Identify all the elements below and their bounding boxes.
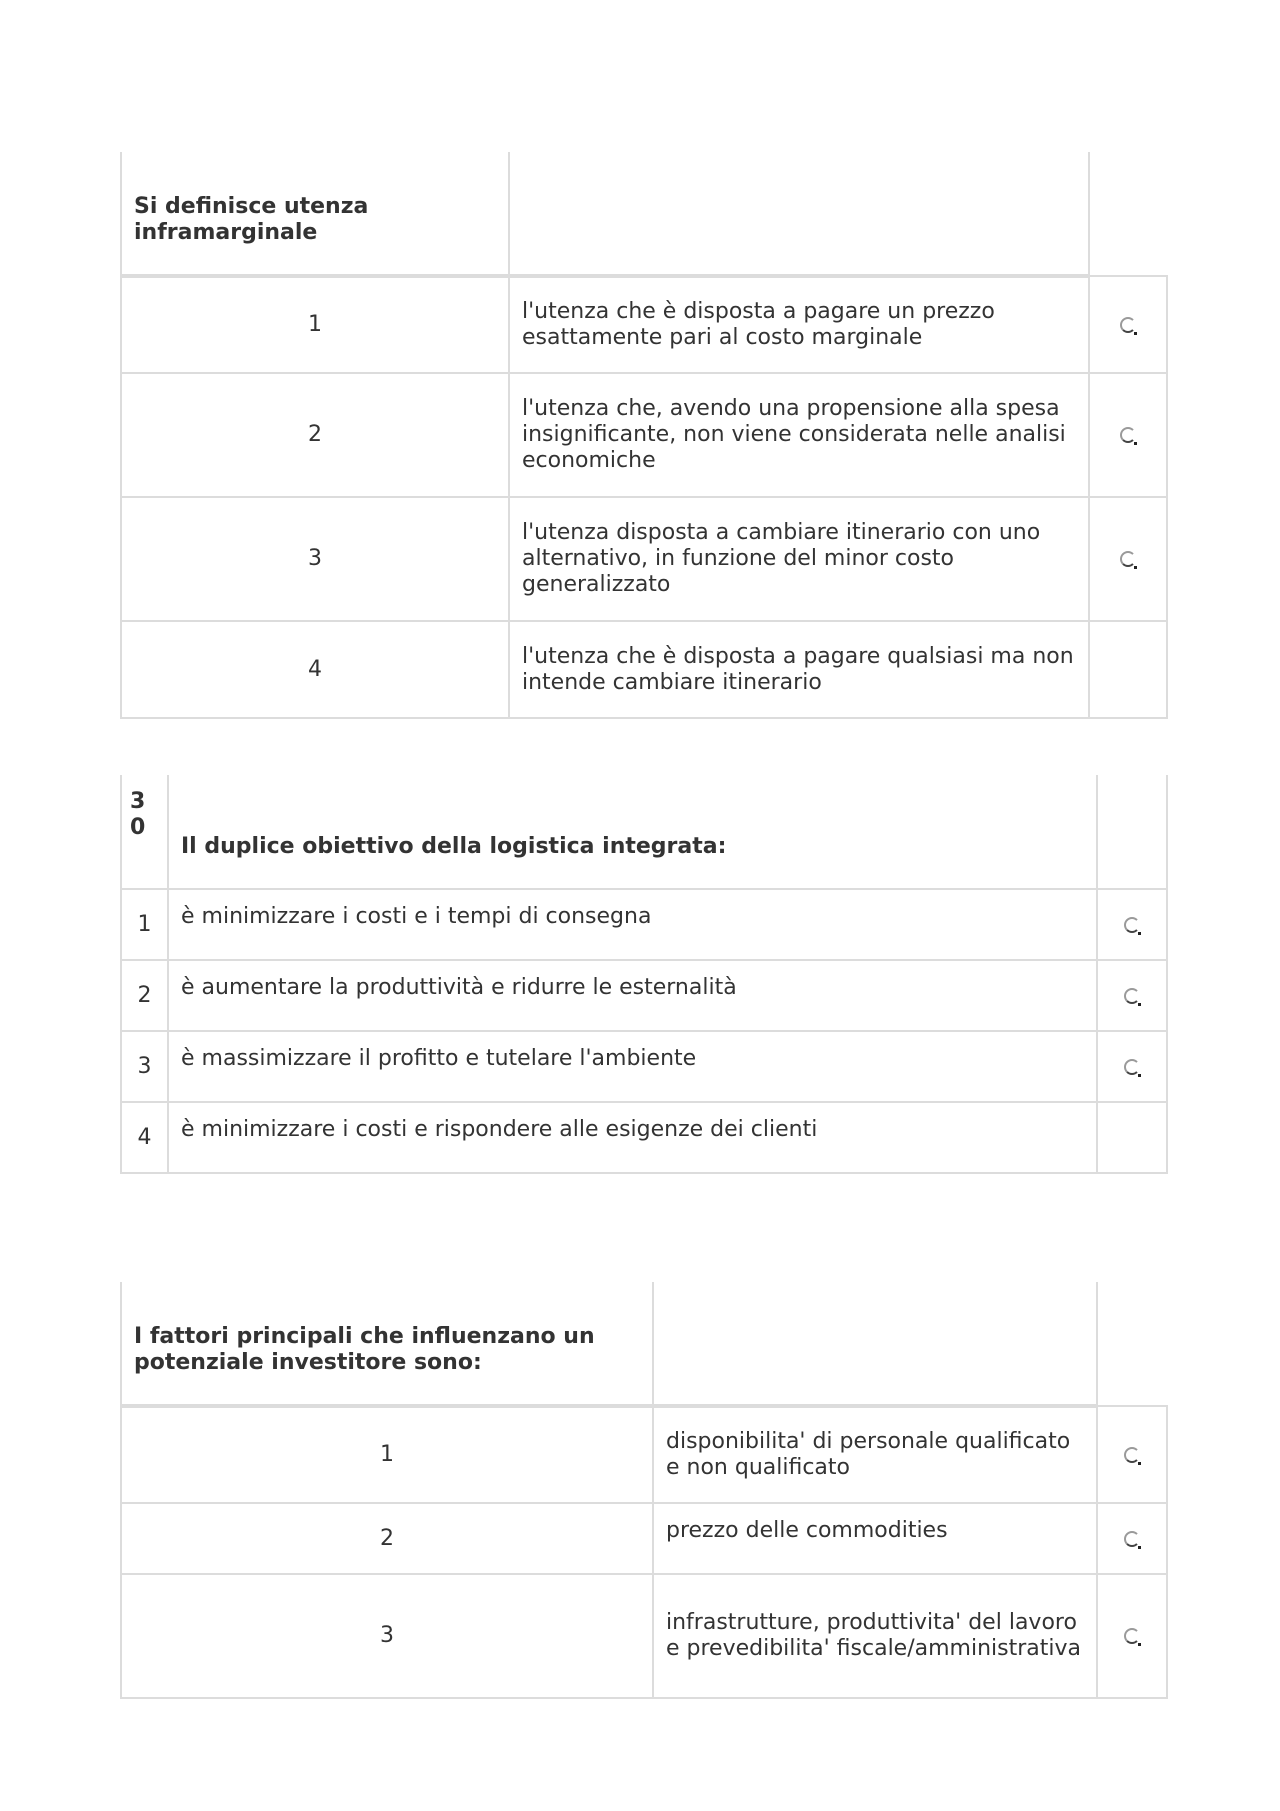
question-number: 30 [121, 775, 168, 889]
option-row[interactable] [121, 1102, 1167, 1173]
header-blank [1097, 775, 1167, 889]
option-row[interactable] [121, 1503, 1167, 1574]
loading-icon [1124, 1447, 1140, 1463]
option-row[interactable] [121, 1574, 1167, 1698]
header-blank [1089, 152, 1167, 276]
question-table-c [120, 1282, 1168, 1699]
option-radio[interactable] [1097, 1574, 1167, 1698]
loading-icon [1120, 427, 1136, 443]
option-row[interactable] [121, 497, 1167, 621]
option-radio[interactable] [1089, 497, 1167, 621]
loading-icon [1120, 551, 1136, 567]
option-radio[interactable] [1089, 373, 1167, 497]
option-radio[interactable] [1097, 889, 1167, 960]
option-row[interactable] [121, 1031, 1167, 1102]
option-number: 1 [121, 276, 509, 373]
option-radio[interactable] [1097, 1406, 1167, 1503]
question-text: Il duplice obiettivo della logistica integrata: [168, 775, 1097, 889]
option-radio[interactable] [1097, 1102, 1167, 1173]
option-text: infrastrutture, produttivita' del lavoro e prevedibilita' fiscale/amministrativa [653, 1574, 1097, 1698]
option-number: 2 [121, 1503, 653, 1574]
loading-icon [1124, 1628, 1140, 1644]
option-number: 3 [121, 1574, 653, 1698]
option-number: 3 [121, 497, 509, 621]
header-blank [509, 152, 1089, 276]
option-radio[interactable] [1097, 960, 1167, 1031]
option-radio[interactable] [1089, 621, 1167, 718]
loading-icon [1120, 317, 1136, 333]
option-radio[interactable] [1097, 1031, 1167, 1102]
option-number: 1 [121, 1406, 653, 1503]
option-text: disponibilita' di personale qualificato e non qualificato [653, 1406, 1097, 1503]
option-text: l'utenza che, avendo una propensione alla spesa insignificante, non viene considerata nelle analisi economiche [509, 373, 1089, 497]
option-row[interactable] [121, 889, 1167, 960]
loading-icon [1124, 917, 1140, 933]
option-number: 3 [121, 1031, 168, 1102]
option-row[interactable] [121, 1406, 1167, 1503]
header-blank [653, 1282, 1097, 1406]
option-text: è massimizzare il profitto e tutelare l'ambiente [168, 1031, 1097, 1102]
option-number: 4 [121, 1102, 168, 1173]
option-text: è aumentare la produttività e ridurre le esternalità [168, 960, 1097, 1031]
loading-icon [1124, 988, 1140, 1004]
option-radio[interactable] [1097, 1503, 1167, 1574]
option-row[interactable] [121, 621, 1167, 718]
option-number: 2 [121, 373, 509, 497]
header-blank [1097, 1282, 1167, 1406]
option-row[interactable] [121, 960, 1167, 1031]
option-text: l'utenza disposta a cambiare itinerario con uno alternativo, in funzione del minor costo generalizzato [509, 497, 1089, 621]
question-table-a [120, 152, 1168, 719]
option-row[interactable] [121, 276, 1167, 373]
loading-icon [1124, 1059, 1140, 1075]
option-row[interactable] [121, 373, 1167, 497]
option-text: l'utenza che è disposta a pagare un prezzo esattamente pari al costo marginale [509, 276, 1089, 373]
option-text: è minimizzare i costi e rispondere alle esigenze dei clienti [168, 1102, 1097, 1173]
question-text: I fattori principali che influenzano un potenziale investitore sono: [121, 1282, 653, 1406]
question-text: Si definisce utenza inframarginale [121, 152, 509, 276]
option-radio[interactable] [1089, 276, 1167, 373]
option-text: prezzo delle commodities [653, 1503, 1097, 1574]
option-number: 2 [121, 960, 168, 1031]
option-number: 4 [121, 621, 509, 718]
loading-icon [1124, 1531, 1140, 1547]
question-table-b [120, 775, 1168, 1174]
option-number: 1 [121, 889, 168, 960]
option-text: l'utenza che è disposta a pagare qualsiasi ma non intende cambiare itinerario [509, 621, 1089, 718]
option-text: è minimizzare i costi e i tempi di consegna [168, 889, 1097, 960]
